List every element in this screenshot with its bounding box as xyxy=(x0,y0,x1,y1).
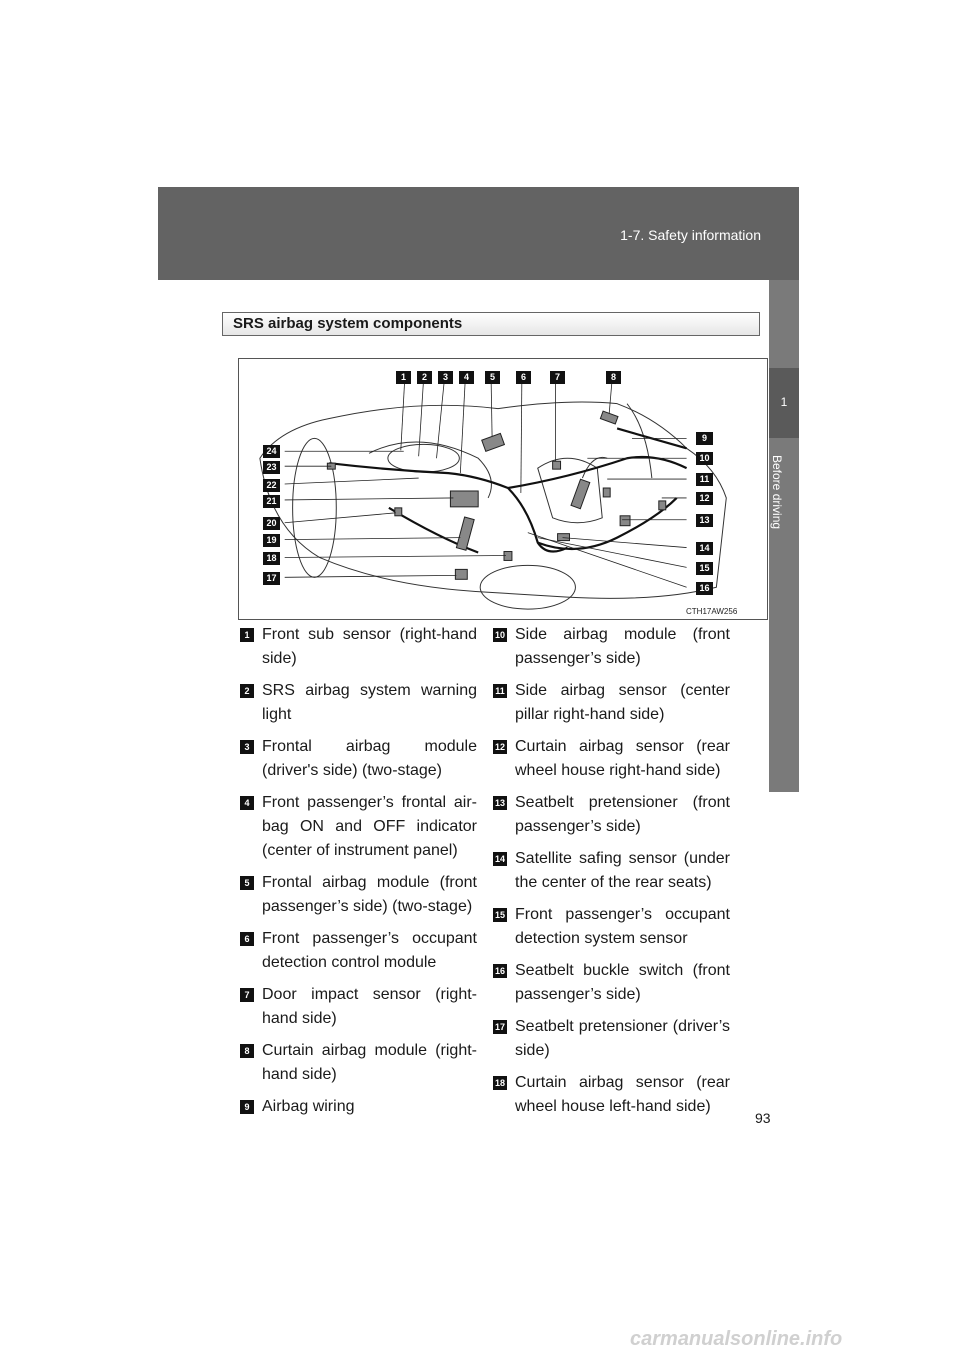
label-left-23: 23 xyxy=(263,461,280,474)
legend-text: Satellite safing sensor (under the center of the rear seats) xyxy=(515,850,730,891)
label-top-3: 3 xyxy=(438,371,453,384)
label-right-13: 13 xyxy=(696,514,713,527)
label-right-16: 16 xyxy=(696,582,713,595)
legend-number: 12 xyxy=(494,742,505,752)
legend-item xyxy=(240,1095,477,1119)
legend-item xyxy=(493,903,730,951)
legend-text: Curtain airbag sensor (rear wheel house right-hand side) xyxy=(515,738,730,779)
legend-text: Front passenger’s occupant detection control module xyxy=(262,930,477,971)
legend-item xyxy=(240,735,477,783)
legend-left-column xyxy=(240,623,477,1127)
legend-text: Frontal airbag module (front passenger’s side) (two-stage) xyxy=(262,874,477,915)
chapter-number-tab xyxy=(769,368,799,438)
legend-number: 1 xyxy=(240,628,254,642)
legend-item xyxy=(240,623,477,671)
section-title: SRS airbag system components xyxy=(222,312,760,336)
chapter-number: 1 xyxy=(780,395,788,409)
label-left-17: 17 xyxy=(263,572,280,585)
legend-text: Side airbag sensor (center pillar right-hand side) xyxy=(515,682,730,723)
label-top-8: 8 xyxy=(606,371,621,384)
label-left-22: 22 xyxy=(263,479,280,492)
legend-number: 4 xyxy=(240,796,254,810)
legend-item xyxy=(240,927,477,975)
legend-number: 2 xyxy=(240,684,254,698)
label-top-1: 1 xyxy=(396,371,411,384)
header-band xyxy=(158,187,799,280)
label-right-9: 9 xyxy=(696,432,713,445)
legend-text: Seatbelt pretensioner (driver’s side) xyxy=(515,1018,730,1059)
legend-text: Seatbelt buckle switch (front passenger’s side) xyxy=(515,962,730,1003)
legend-item xyxy=(240,679,477,727)
legend-text: Curtain airbag sensor (rear wheel house left-hand side) xyxy=(515,1074,730,1115)
legend-number: 3 xyxy=(240,740,254,754)
legend-number: 15 xyxy=(494,910,505,920)
legend-number: 6 xyxy=(240,932,254,946)
legend-number: 5 xyxy=(240,876,254,890)
legend-text: Curtain airbag module (right-hand side) xyxy=(262,1042,477,1083)
legend-item xyxy=(493,735,730,783)
legend-item xyxy=(493,791,730,839)
label-left-24: 24 xyxy=(263,445,280,458)
label-right-15: 15 xyxy=(696,562,713,575)
diagram-code: CTH17AW256 xyxy=(686,607,738,616)
legend-item xyxy=(240,791,477,863)
legend-number: 10 xyxy=(494,630,505,640)
label-top-7: 7 xyxy=(550,371,565,384)
watermark: carmanualsonline.info xyxy=(630,1328,843,1350)
legend-text: Frontal airbag module (driver's side) (two-stage) xyxy=(262,738,477,779)
legend-number: 11 xyxy=(493,684,507,698)
legend-item xyxy=(493,679,730,727)
legend-item xyxy=(493,623,730,671)
legend-number: 13 xyxy=(494,798,505,808)
legend-item xyxy=(493,959,730,1007)
legend-item xyxy=(493,847,730,895)
legend-number: 9 xyxy=(240,1100,254,1114)
airbag-components-diagram xyxy=(238,358,768,620)
label-left-21: 21 xyxy=(263,495,280,508)
legend-number: 14 xyxy=(494,854,505,864)
legend-item xyxy=(240,871,477,919)
legend-text: Front passenger’s occupant detection system sensor xyxy=(515,906,730,947)
legend-right-column xyxy=(493,623,730,1127)
legend-text: Seatbelt pretensioner (front passenger’s side) xyxy=(515,794,730,835)
label-left-19: 19 xyxy=(263,534,280,547)
label-right-11: 11 xyxy=(696,473,713,486)
legend-text: SRS airbag system warning light xyxy=(262,682,477,723)
label-right-12: 12 xyxy=(696,492,713,505)
label-left-18: 18 xyxy=(263,552,280,565)
legend-text: Side airbag module (front passenger’s side) xyxy=(515,626,730,667)
legend-number: 18 xyxy=(494,1078,505,1088)
chapter-label-tab xyxy=(770,455,798,575)
label-right-14: 14 xyxy=(696,542,713,555)
label-right-10: 10 xyxy=(696,452,713,465)
legend-number: 8 xyxy=(240,1044,254,1058)
legend-text: Front passenger’s frontal air-bag ON and OFF indicator (center of instrument panel) xyxy=(262,794,477,859)
legend-item xyxy=(240,983,477,1031)
section-breadcrumb: 1-7. Safety information xyxy=(620,227,761,243)
legend-text: Front sub sensor (right-hand side) xyxy=(262,626,477,667)
label-left-20: 20 xyxy=(263,517,280,530)
legend-text: Airbag wiring xyxy=(262,1098,355,1115)
page-number: 93 xyxy=(755,1110,771,1126)
label-top-4: 4 xyxy=(459,371,474,384)
legend-item xyxy=(493,1071,730,1119)
label-top-2: 2 xyxy=(417,371,432,384)
diagram-labels xyxy=(239,359,767,619)
legend-text: Door impact sensor (right-hand side) xyxy=(262,986,477,1027)
legend-number: 17 xyxy=(494,1022,505,1032)
label-top-5: 5 xyxy=(485,371,500,384)
label-top-6: 6 xyxy=(516,371,531,384)
legend-item xyxy=(493,1015,730,1063)
legend-number: 16 xyxy=(494,966,505,976)
legend-item xyxy=(240,1039,477,1087)
chapter-label: Before driving xyxy=(770,455,784,530)
legend-number: 7 xyxy=(240,988,254,1002)
